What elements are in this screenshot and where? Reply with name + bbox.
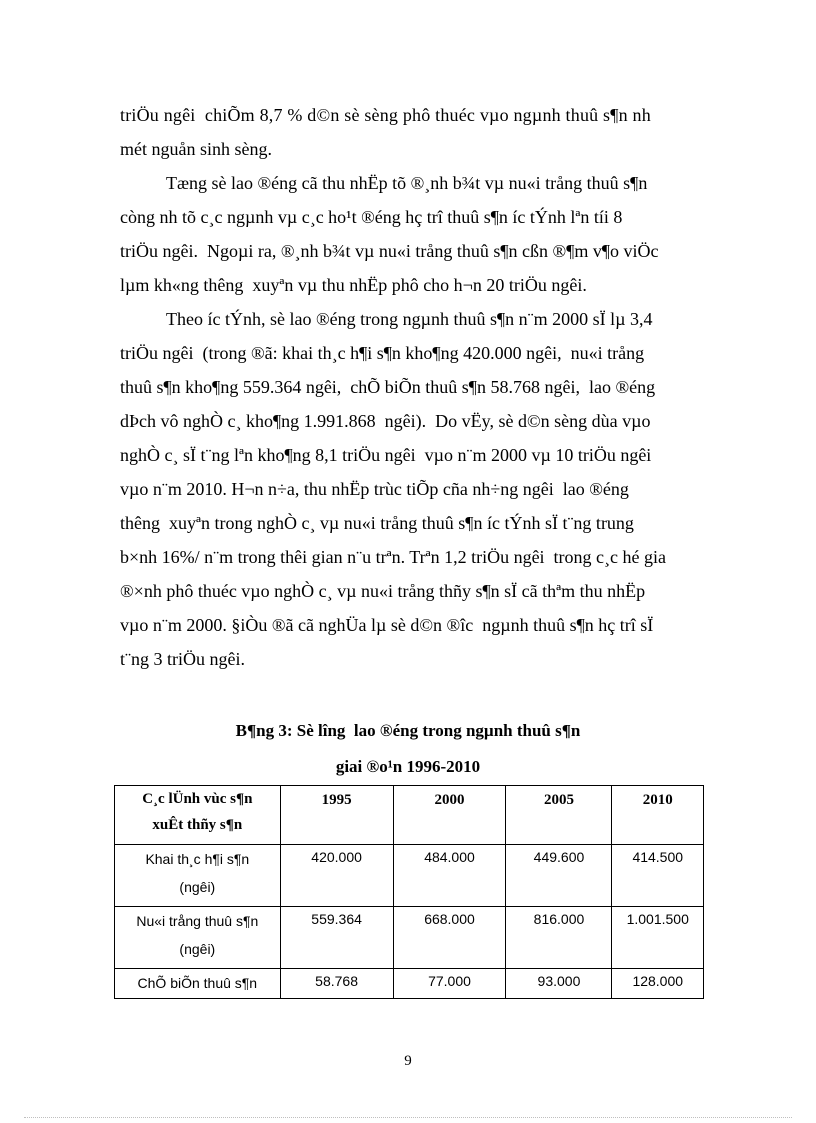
table-header-category bbox=[115, 786, 281, 845]
row-label-line: (ngêi) bbox=[179, 941, 216, 957]
table-caption-title: B¶ng 3: Sè lîng lao ®éng trong ngµnh thuû s¶n bbox=[235, 721, 581, 740]
table-cell-value: 420.000 bbox=[280, 845, 393, 907]
table-header-year: 2000 bbox=[393, 786, 506, 845]
body-text-line: Theo íc tÝnh, sè lao ®éng trong ngµnh thuû s¶n n¨m 2000 sÏ lµ 3,4 bbox=[166, 309, 653, 329]
table-caption-period: giai ®o¹n 1996-2010 bbox=[335, 757, 481, 776]
body-text-line: mét nguån sinh sèng. bbox=[120, 139, 272, 159]
body-text-line: triÖu ngêi. Ngoµi ra, ®¸nh b¾t vµ nu«i trång thuû s¶n cßn ®¶m v¶o viÖc bbox=[120, 241, 659, 261]
table-header-year: 1995 bbox=[280, 786, 393, 845]
body-text-line: triÖu ngêi chiÕm 8,7 % d©n sè sèng phô thuéc vµo ngµnh thuû s¶n nh bbox=[120, 105, 651, 125]
table-row bbox=[115, 845, 704, 907]
row-label bbox=[115, 907, 281, 969]
body-text-line: t¨ng 3 triÖu ngêi. bbox=[120, 649, 245, 669]
body-text-line: dÞch vô nghÒ c¸ kho¶ng 1.991.868 ngêi). Do vËy, sè d©n sèng dùa vµo bbox=[120, 411, 651, 431]
row-label bbox=[115, 845, 281, 907]
table-cell-value: 559.364 bbox=[280, 907, 393, 969]
body-text-line: vµo n¨m 2000. §iÒu ®ã cã nghÜa lµ sè d©n ®îc ngµnh thuû s¶n hç trî sÏ bbox=[120, 615, 654, 635]
table-cell-value: 77.000 bbox=[393, 969, 506, 999]
table-cell-value: 58.768 bbox=[280, 969, 393, 999]
table-header-year: 2010 bbox=[612, 786, 704, 845]
body-text-line: lµm kh«ng thêng xuyªn vµ thu nhËp phô cho h¬n 20 triÖu ngêi. bbox=[120, 275, 587, 295]
body-text-line: thêng xuyªn trong nghÒ c¸ vµ nu«i trång thuû s¶n íc tÝnh sÏ t¨ng trung bbox=[120, 513, 634, 533]
body-text-line: ®×nh phô thuéc vµo nghÒ c¸ vµ nu«i trång thñy s¶n sÏ cã thªm thu nhËp bbox=[120, 581, 646, 601]
page-number: 9 bbox=[404, 1053, 412, 1069]
body-text-line: thuû s¶n kho¶ng 559.364 ngêi, chÕ biÕn thuû s¶n 58.768 ngêi, lao ®éng bbox=[120, 377, 656, 397]
body-text-line: triÖu ngêi (trong ®ã: khai th¸c h¶i s¶n kho¶ng 420.000 ngêi, nu«i trång bbox=[120, 343, 645, 363]
table-cell-value: 668.000 bbox=[393, 907, 506, 969]
row-label-line: ChÕ biÕn thuû s¶n bbox=[137, 975, 258, 991]
body-text-line: Tæng sè lao ®éng cã thu nhËp tõ ®¸nh b¾t vµ nu«i trång thuû s¶n bbox=[166, 173, 648, 193]
table-row bbox=[115, 907, 704, 969]
row-label bbox=[115, 969, 281, 999]
row-label-line: Nu«i trång thuû s¶n bbox=[136, 913, 259, 929]
table-row bbox=[115, 969, 704, 999]
table-header-year: 2005 bbox=[506, 786, 612, 845]
table-cell-value: 93.000 bbox=[506, 969, 612, 999]
body-text-line: vµo n¨m 2010. H¬n n÷a, thu nhËp trùc tiÕp cña nh÷ng ngêi lao ®éng bbox=[120, 479, 629, 499]
row-label-line: (ngêi) bbox=[179, 879, 216, 895]
row-label-line: Khai th¸c h¶i s¶n bbox=[145, 851, 250, 867]
body-text-line: nghÒ c¸ sÏ t¨ng lªn kho¶ng 8,1 triÖu ngêi vµo n¨m 2000 vµ 10 triÖu ngêi bbox=[120, 445, 652, 465]
table-cell-value: 128.000 bbox=[612, 969, 704, 999]
table-cell-value: 816.000 bbox=[506, 907, 612, 969]
table-cell-value: 1.001.500 bbox=[612, 907, 704, 969]
page-bottom-divider bbox=[24, 1117, 792, 1118]
header-category-line: xuÊt thñy s¶n bbox=[152, 817, 243, 833]
body-text-line: b×nh 16%/ n¨m trong thêi gian n¨u trªn. Trªn 1,2 triÖu ngêi trong c¸c hé gia bbox=[120, 547, 667, 567]
table-header-row bbox=[115, 786, 704, 845]
body-text-line: còng nh tõ c¸c ngµnh vµ c¸c ho¹t ®éng hç trî thuû s¶n íc tÝnh lªn tíi 8 bbox=[120, 207, 623, 227]
table-cell-value: 449.600 bbox=[506, 845, 612, 907]
header-category-line: C¸c lÜnh vùc s¶n bbox=[142, 791, 253, 807]
table-cell-value: 484.000 bbox=[393, 845, 506, 907]
labor-statistics-table bbox=[114, 785, 704, 999]
table-cell-value: 414.500 bbox=[612, 845, 704, 907]
